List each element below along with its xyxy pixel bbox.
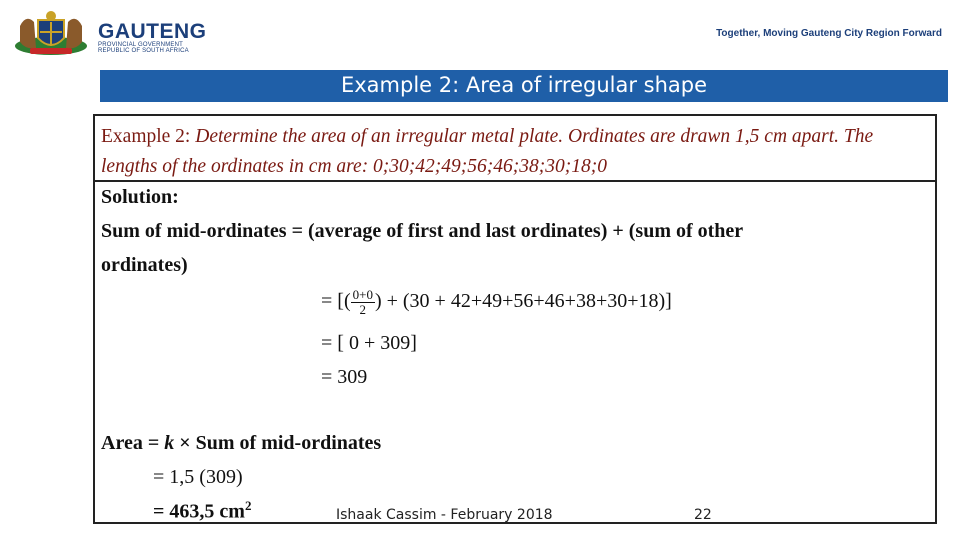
equation-step-3: = 309 bbox=[321, 366, 368, 388]
area-result-value: = 463,5 cm bbox=[153, 500, 245, 523]
footer-author: Ishaak Cassim - February 2018 bbox=[336, 507, 553, 523]
gauteng-coat-of-arms-logo bbox=[10, 8, 92, 58]
problem-body: Determine the area of an irregular metal plate. Ordinates are drawn 1,5 cm apart. The lengths of the ordinates in cm are: 0;30;42;49;56;46;38;30;18;0 bbox=[101, 126, 874, 177]
area-k: k bbox=[164, 432, 175, 454]
area-label: Area = bbox=[101, 432, 165, 454]
equation-step-1 bbox=[321, 288, 672, 317]
logo-subtitle-1: PROVINCIAL GOVERNMENT bbox=[98, 42, 183, 48]
area-unit-superscript: 2 bbox=[244, 498, 252, 513]
fraction-denominator: 2 bbox=[359, 302, 367, 317]
fraction-numerator: 0+0 bbox=[352, 287, 373, 302]
problem-statement bbox=[95, 116, 935, 182]
area-result bbox=[153, 498, 251, 524]
fraction bbox=[351, 288, 375, 317]
equation-close: ) + (30 + 42+49+56+46+38+30+18)] bbox=[374, 290, 672, 313]
header bbox=[0, 0, 960, 68]
solution-line-1: Sum of mid-ordinates = (average of first and last ordinates) + (sum of other bbox=[101, 220, 744, 242]
area-step-1: = 1,5 (309) bbox=[153, 466, 243, 488]
solution-heading: Solution: bbox=[101, 186, 179, 208]
solution-line-2: ordinates) bbox=[101, 254, 188, 276]
equation-step-2: = [ 0 + 309] bbox=[321, 332, 417, 354]
problem-label: Example 2: bbox=[101, 126, 191, 147]
logo-text bbox=[98, 22, 207, 54]
content-box bbox=[93, 114, 937, 524]
logo-subtitle-2: REPUBLIC OF SOUTH AFRICA bbox=[98, 48, 189, 54]
logo-name: GAUTENG bbox=[98, 20, 207, 43]
tagline: Together, Moving Gauteng City Region Forward bbox=[716, 28, 942, 39]
slide-title: Example 2: Area of irregular shape bbox=[100, 70, 948, 102]
equation-open: = [( bbox=[321, 290, 351, 313]
area-formula bbox=[101, 432, 381, 455]
problem-text bbox=[101, 122, 929, 182]
footer-page-number: 22 bbox=[694, 507, 712, 523]
area-rest: × Sum of mid-ordinates bbox=[174, 432, 382, 454]
